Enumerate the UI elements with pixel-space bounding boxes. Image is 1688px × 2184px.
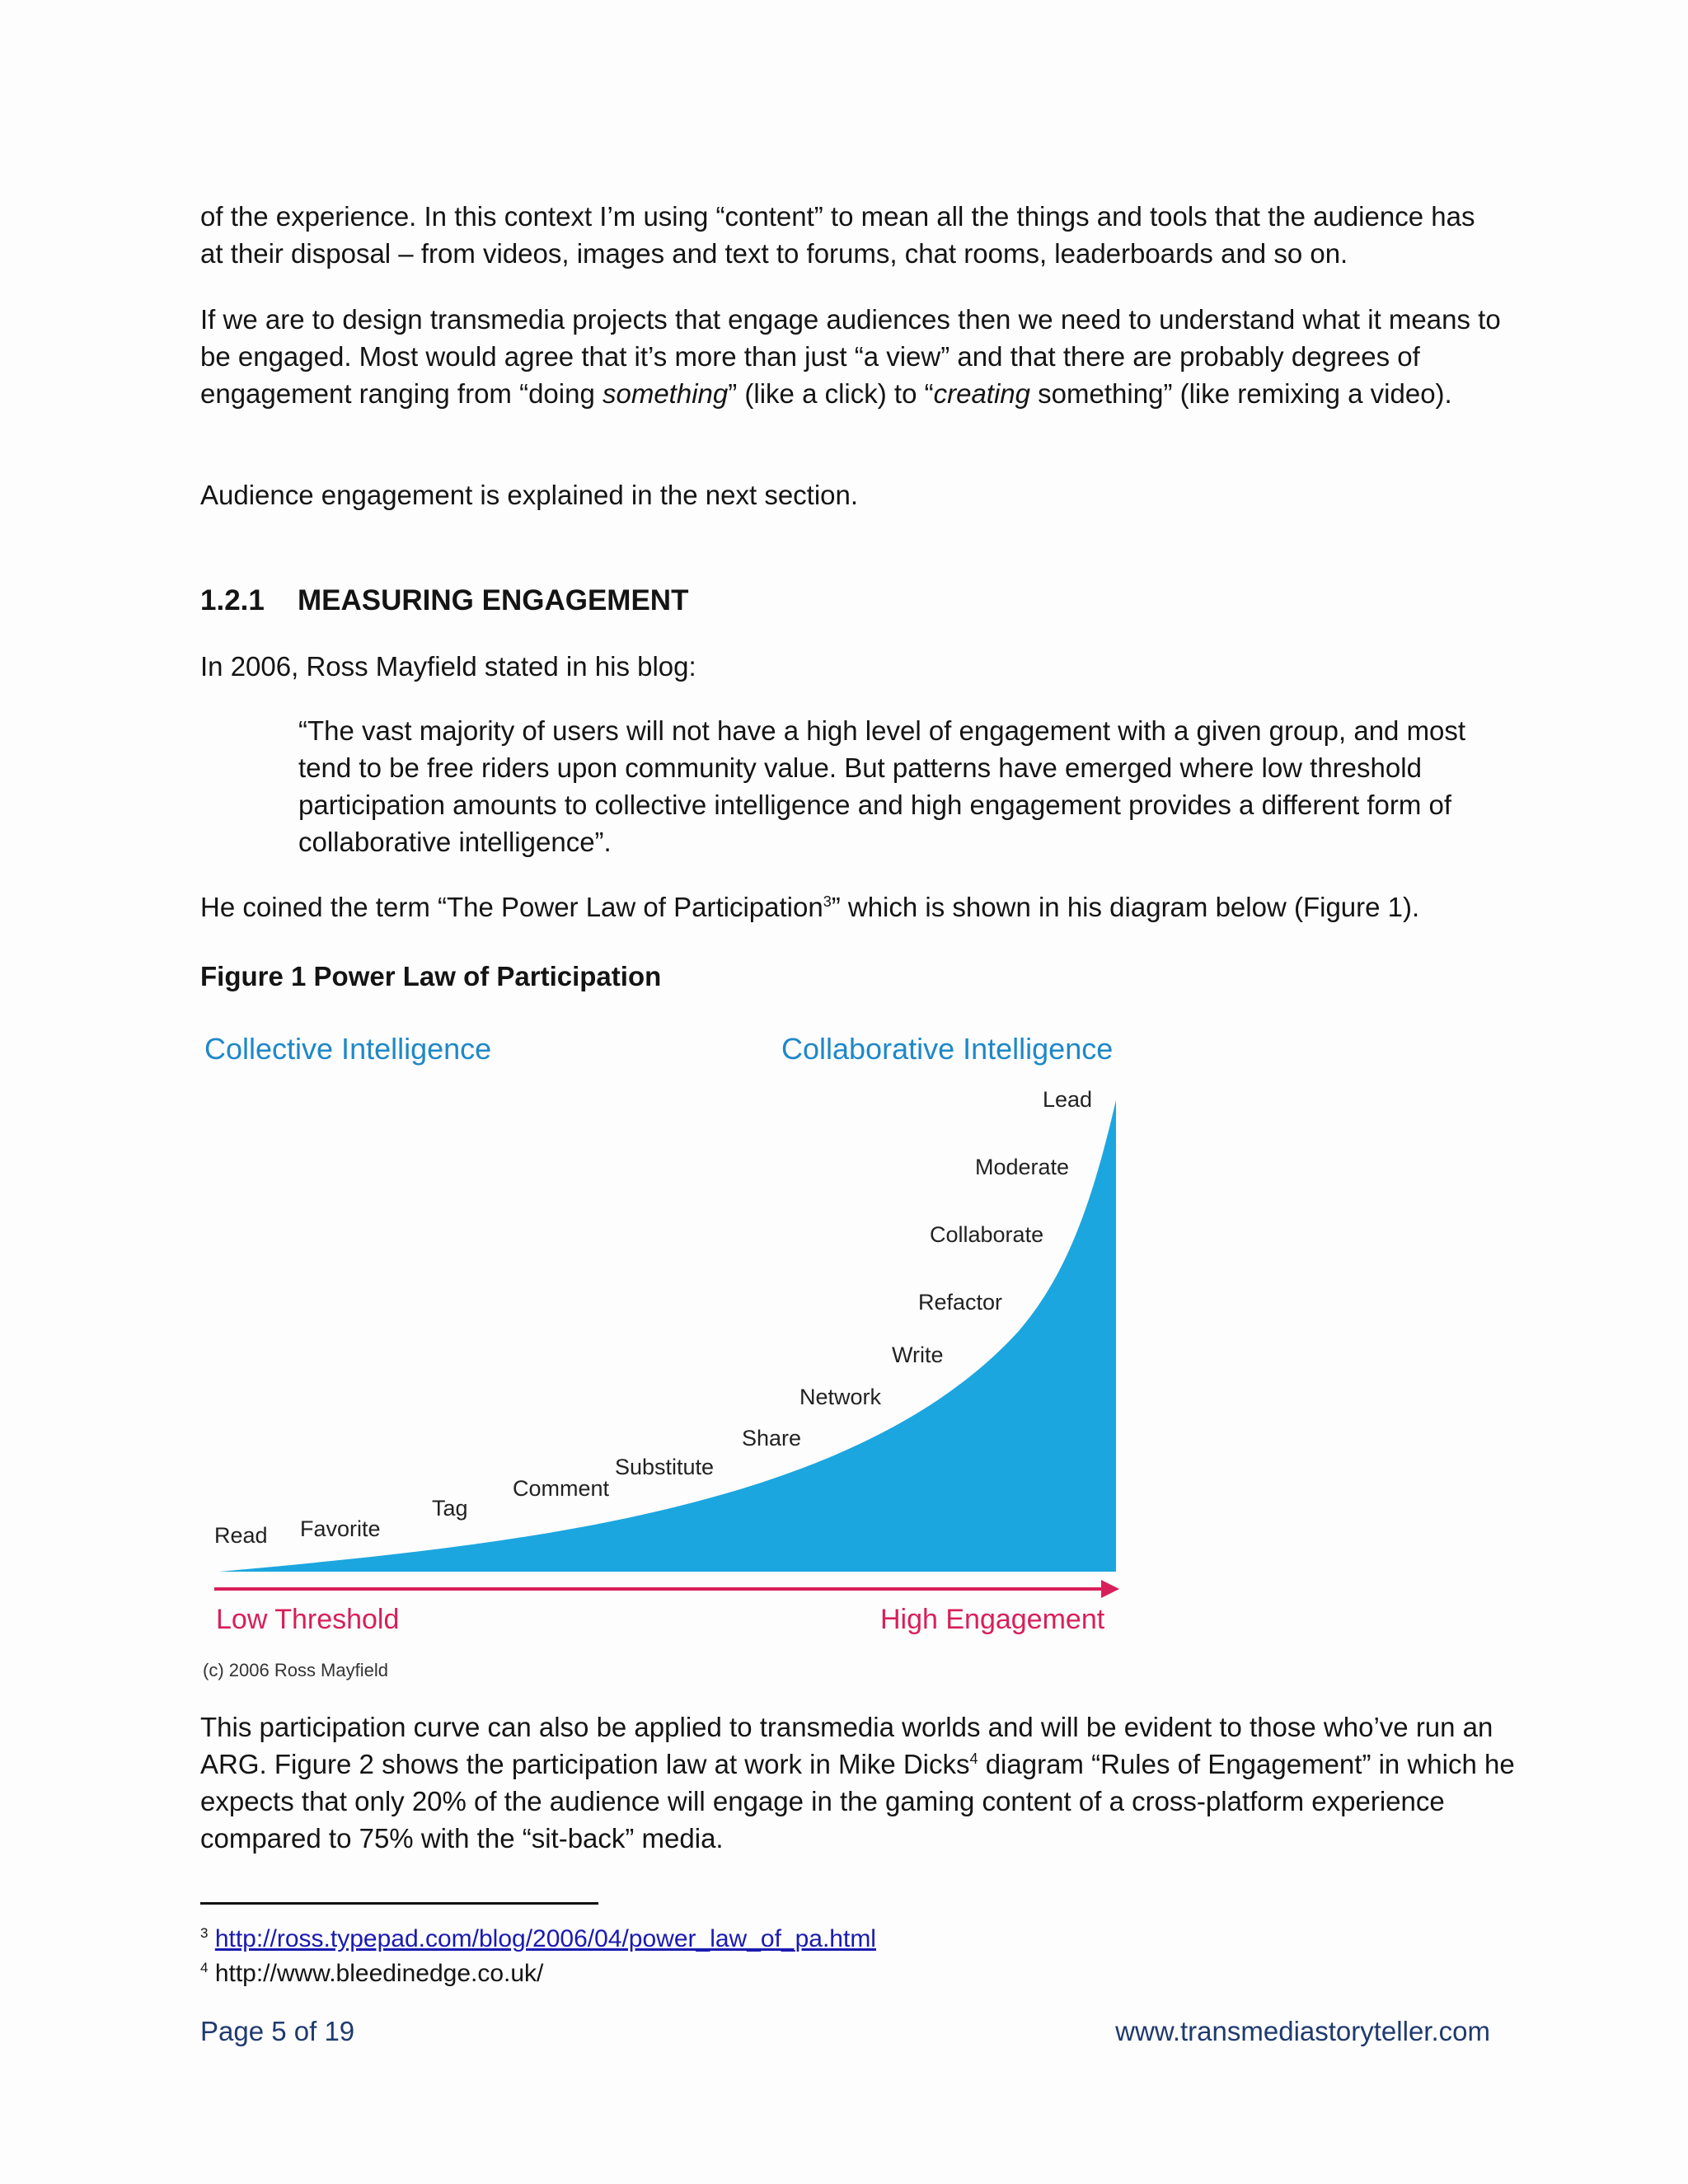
figure-caption: Figure 1 Power Law of Participation [200,961,662,991]
label-collaborate: Collaborate [930,1222,1044,1247]
copyright: (c) 2006 Ross Mayfield [203,1660,388,1680]
footer-website: www.transmediastoryteller.com [1115,2016,1490,2046]
axis-arrow-icon [1101,1580,1119,1598]
block-quote: “The vast majority of users will not have a high level of engagement with a given group, and most tend to be free riders upon community value. But patterns have emerged where low threshold participation amounts to collective intelligence and high engagement provides a different form of collaborative intelligence”. [298,715,1466,857]
label-share: Share [742,1426,802,1451]
label-network: Network [799,1385,882,1409]
label-write: Write [892,1343,944,1367]
left-title: Collective Intelligence [204,1032,492,1066]
page-number: Page 5 of 19 [200,2016,355,2046]
footnote-ref-4[interactable]: 4 [969,1750,978,1767]
paragraph-mayfield-intro: In 2006, Ross Mayfield stated in his blog: [200,651,696,682]
label-refactor: Refactor [918,1290,1003,1315]
section-heading [200,582,688,619]
paragraph-content-definition: of the experience. In this context I’m using “content” to mean all the things and tools that the audience has at their disposal – from videos, images and text to forums, chat rooms, leaderboards and so on. [200,201,1475,269]
paragraph-engagement-design: If we are to design transmedia projects that engage audiences then we need to understand what it means to be engaged. Most would agree that it’s more than just “a view” and that there are probably degrees of engagement ranging from “doing something” (like a click) to “creating something” (like remixing a video). [200,304,1501,409]
footnote-3: $^3$ http://ross.typepad.com/blog/2006/04/power_law_of_pa.html [200,1925,876,1952]
power-law-diagram [195,1018,1126,1694]
label-read: Read [214,1523,268,1548]
footnote-4-text: http://www.bleedinedge.co.uk/ [214,1960,544,1987]
right-title: Collaborative Intelligence [781,1032,1114,1066]
paragraph-participation-curve: This participation curve can also be applied to transmedia worlds and will be evident to those who’ve run an ARG. Figure 2 shows the participation law at work in Mike Dicks$^4$ diagram “Rules of Engagement” in which he expects that only 20% of the audience will engage in the gaming content of a cross-platform experience compared to 75% with the “sit-back” media. [200,1712,1515,1854]
label-favorite: Favorite [300,1516,381,1541]
label-substitute: Substitute [615,1455,715,1479]
label-comment: Comment [513,1476,610,1501]
axis-high-label: High Engagement [880,1604,1105,1635]
paragraph-next-section: Audience engagement is explained in the next section. [200,480,859,510]
section-title: MEASURING ENGAGEMENT [298,584,689,616]
footnote-3-link[interactable]: http://ross.typepad.com/blog/2006/04/power_law_of_pa.html [214,1925,876,1952]
axis-low-label: Low Threshold [216,1604,400,1635]
label-tag: Tag [432,1496,468,1521]
label-moderate: Moderate [975,1155,1070,1179]
label-lead: Lead [1043,1087,1093,1112]
footnote-ref-3[interactable]: 3 [823,893,832,910]
power-law-figure [195,1018,1126,1694]
footnote-4: $^4$ http://www.bleedinedge.co.uk/ [200,1960,544,1987]
paragraph-power-law: He coined the term “The Power Law of Participation$^3$” which is shown in his diagram below (Figure 1). [200,892,1420,922]
footnote-divider [200,1902,598,1905]
section-number: 1.2.1 [200,584,265,616]
